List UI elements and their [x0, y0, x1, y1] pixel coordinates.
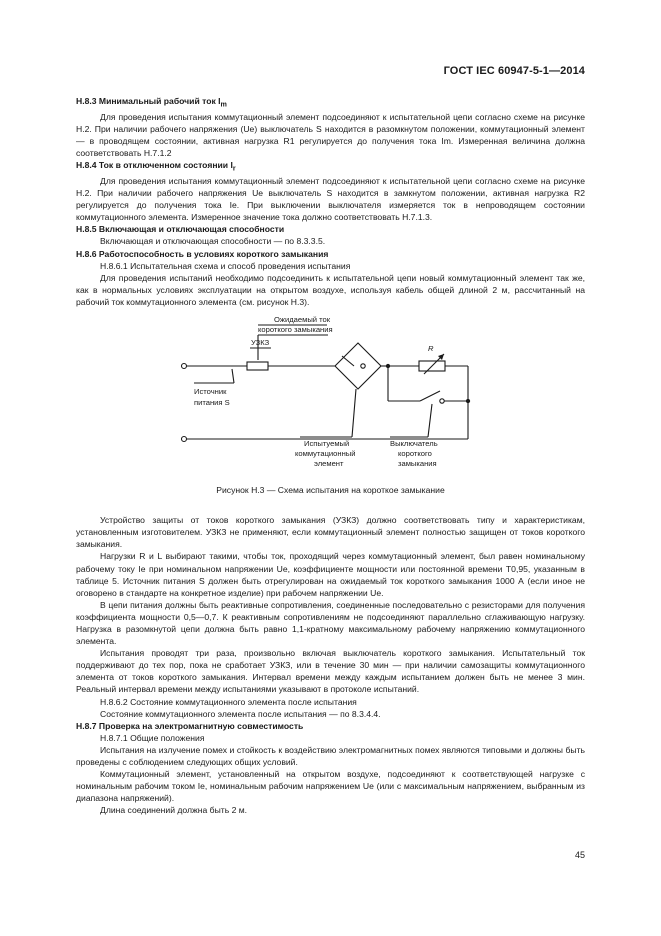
figure-caption: Рисунок Н.3 — Схема испытания на короткое замыкание [216, 485, 445, 496]
page-number: 45 [574, 850, 585, 860]
label-dut-3: элемент [314, 459, 344, 469]
section-h85-title: Н.8.5 Включающая и отключающая способности [76, 224, 285, 235]
paragraph-loads: Нагрузки R и L выбирают такими, чтобы ток, проходящий через коммутационный элемент, был равен номинальному рабочему току Ie при номинальном напряжении Ue, коэффициенте мощности или постоянной времени T0,95, указанным в таблице 5. Источник питания S должен быть отрегулирован на ожидаемый ток короткого замыкания 1000 А (если иное не оговорено в стандарте на конкретное изделие) при рабочем напряжении Ue. [76, 551, 585, 598]
section-h84-title: Н.8.4 Ток в отключенном состоянии $I_r$ [76, 160, 236, 173]
source-terminal-bottom [182, 437, 187, 442]
label-uzkz: УЗКЗ [251, 338, 270, 348]
circuit-diagram [176, 314, 496, 484]
figure-h3 [76, 314, 585, 484]
label-source-1: Источник [194, 387, 227, 397]
label-expected-current-2: короткого замыкания [258, 325, 333, 335]
label-dut-2: коммутационный [295, 449, 356, 459]
label-switch-2: короткого [398, 449, 432, 459]
label-dut-1: Испытуемый [304, 439, 350, 449]
section-h861-text: Для проведения испытаний необходимо подсоединить к испытательной цепи новый коммутационный элемент так же, как в нормальных условиях эксплуатации на открытом воздухе, используя кабель общей длиной 2 м, рассчитанный на рабочий ток коммутационного элемента (см. рисунок Н.3). [76, 272, 585, 307]
paragraph-reactance: В цепи питания должны быть реактивные сопротивления, соединенные последовательно с резисторами для получения коэффициента мощности 0,5—0,7. К реактивным сопротивлениям не подсоединяют параллельно сглаживающую нагрузку. Нагрузка в разомкнутой цепи должна быть равно 1,1-кратному максимальному рабочему напряжению коммутационного элемента. [76, 599, 585, 647]
document-body [76, 95, 585, 816]
section-h861-title: Н.8.6.1 Испытательная схема и способ проведения испытания [100, 260, 351, 271]
uzkz-fuse [247, 362, 268, 370]
section-h83-text: Для проведения испытания коммутационный элемент подсоединяют к испытательной цепи согласно схеме на рисунке Н.2. При наличии рабочего напряжения (Ue) выключатель S находится в разомкнутом положении, коммутационный элемент — в проводящем состоянии, активная нагрузка R1 регулируется до получения тока Im. Измеренная величина должна соответствовать Н.7.1.2 [76, 111, 585, 159]
section-h86-title: Н.8.6 Работоспособность в условиях короткого замыкания [76, 248, 329, 259]
dut-diamond [335, 343, 381, 389]
label-switch-3: замыкания [398, 459, 437, 469]
section-h83-title: Н.8.3 Минимальный рабочий ток $I_m$ [76, 96, 227, 109]
label-source-2: питания S [194, 398, 230, 408]
section-h862-title: Н.8.6.2 Состояние коммутационного элемента после испытания [100, 696, 357, 707]
paragraph-test-procedure: Испытания проводят три раза, произвольно включая выключатель короткого замыкания. Испытательный ток поддерживают до тех пор, пока не сработает УЗКЗ, или в течение 30 мин — при наличии самозащиты коммутационного элемента от токов короткого замыкания. Интервал времени между каждым испытанием должен быть не менее 3 мин. Реальный интервал времени между испытаниями указывают в протоколе испытаний. [76, 648, 585, 695]
paragraph-emc-load: Коммутационный элемент, установленный на открытом воздухе, подсоединяют к соответствующей нагрузке с номинальным рабочим током Ie, номинальным рабочим напряжением Ue (или с максимальным напряжением, выбранным из диапазона напряжений). [76, 769, 585, 804]
short-circuit-switch [440, 399, 444, 403]
section-h85-text: Включающая и отключающая способности — по 8.3.3.5. [100, 236, 326, 247]
section-h871-title: Н.8.7.1 Общие положения [100, 732, 205, 743]
section-h87-title: Н.8.7 Проверка на электромагнитную совместимость [76, 720, 304, 731]
label-expected-current-1: Ожидаемый ток [274, 315, 331, 325]
paragraph-uzkz: Устройство защиты от токов короткого замыкания (УЗКЗ) должно соответствовать типу и характеристикам, установленным изготовителем. УЗКЗ не применяют, если коммутационный элемент полностью защищен от токов короткого замыкания. [76, 515, 585, 550]
label-switch-1: Выключатель [390, 439, 438, 449]
paragraph-emc-tests: Испытания на излучение помех и стойкость к воздействию электромагнитных помех являются типовыми и должны быть проведены с соблюдением следующих общих условий. [76, 744, 585, 767]
label-r: R [428, 344, 434, 354]
source-terminal-top [182, 364, 187, 369]
section-h862-text: Состояние коммутационного элемента после испытания — по 8.3.4.4. [100, 708, 381, 719]
paragraph-connection-length: Длина соединений должна быть 2 м. [100, 805, 248, 816]
section-h84-text: Для проведения испытания коммутационный элемент подсоединяют к испытательной цепи согласно схеме на рисунке Н.2. При наличии рабочего напряжения Ue выключатель S находится в замкнутом положении, активная нагрузка R2 регулируется до получения тока Ie. При выключении выключателя измеряется ток в непроводящем состоянии коммутационного элемента. Измеренное значение тока должно соответствовать Н.7.1.3. [76, 176, 585, 223]
document-header: ГОСТ IEC 60947-5-1—2014 [443, 65, 585, 77]
